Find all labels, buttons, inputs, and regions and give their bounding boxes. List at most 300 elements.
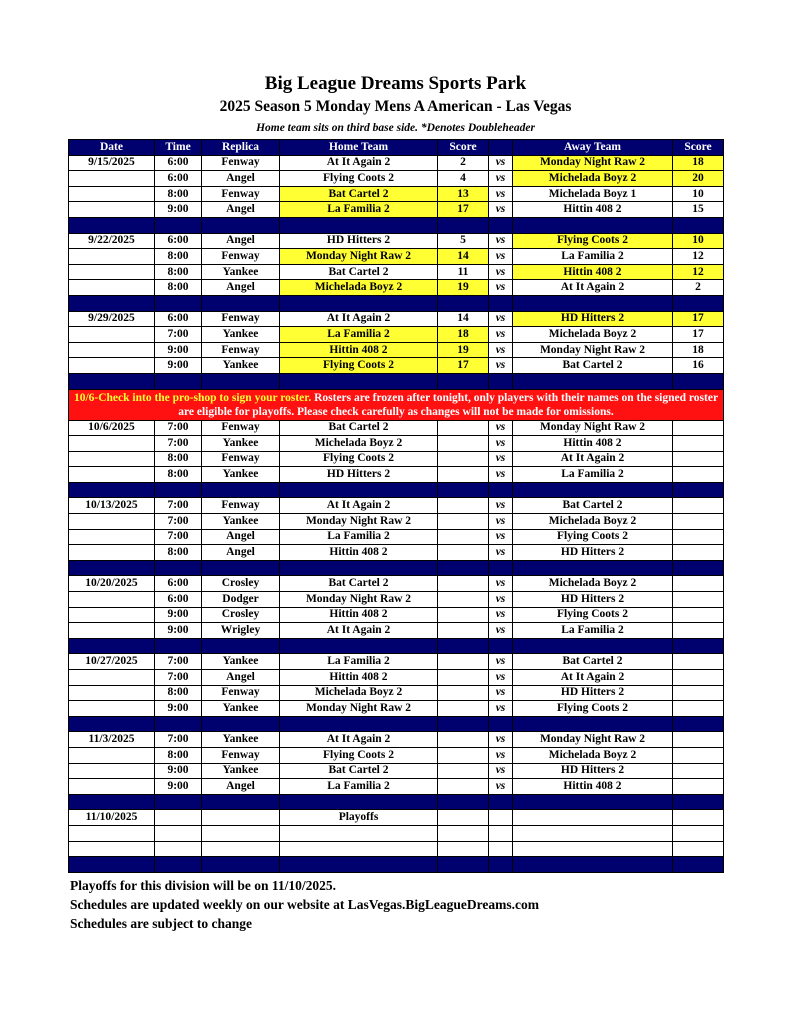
- away-score-cell: [673, 529, 724, 545]
- home-team-cell: Bat Cartel 2: [280, 420, 438, 436]
- vs-cell: vs: [489, 732, 513, 748]
- away-team-cell: HD Hitters 2: [513, 311, 673, 327]
- time-cell: 6:00: [155, 592, 202, 608]
- separator-cell: [155, 716, 202, 732]
- home-team-cell: Monday Night Raw 2: [280, 592, 438, 608]
- away-score-cell: [673, 685, 724, 701]
- time-cell: 9:00: [155, 607, 202, 623]
- away-score-cell: [673, 701, 724, 717]
- separator-cell: [202, 560, 280, 576]
- home-team-cell: La Familia 2: [280, 202, 438, 218]
- table-row: [69, 249, 724, 265]
- week-separator-row: [69, 716, 724, 732]
- away-team-cell: Hittin 408 2: [513, 202, 673, 218]
- separator-cell: [673, 560, 724, 576]
- away-score-cell: [673, 623, 724, 639]
- separator-cell: [202, 373, 280, 389]
- replica-cell: Crosley: [202, 607, 280, 623]
- vs-cell: vs: [489, 623, 513, 639]
- separator-cell: [202, 217, 280, 233]
- separator-cell: [438, 295, 489, 311]
- separator-cell: [69, 857, 155, 873]
- date-cell: [69, 436, 155, 452]
- away-score-cell: [673, 747, 724, 763]
- home-team-cell: Bat Cartel 2: [280, 576, 438, 592]
- separator-cell: [489, 482, 513, 498]
- date-cell: [69, 825, 155, 841]
- date-cell: [69, 685, 155, 701]
- vs-cell: vs: [489, 171, 513, 187]
- away-score-cell: [673, 763, 724, 779]
- time-cell: 8:00: [155, 280, 202, 296]
- replica-cell: Angel: [202, 779, 280, 795]
- replica-cell: Yankee: [202, 327, 280, 343]
- table-row: [69, 358, 724, 374]
- date-cell: [69, 186, 155, 202]
- vs-cell: vs: [489, 654, 513, 670]
- home-score-cell: 17: [438, 202, 489, 218]
- home-team-cell: At It Again 2: [280, 623, 438, 639]
- replica-cell: Fenway: [202, 498, 280, 514]
- replica-cell: [202, 810, 280, 826]
- home-team-cell: Playoffs: [280, 810, 438, 826]
- table-row: [69, 825, 724, 841]
- separator-cell: [202, 716, 280, 732]
- time-cell: 6:00: [155, 155, 202, 171]
- table-row: [69, 155, 724, 171]
- roster-notice-highlight: 10/6-Check into the pro-shop to sign your roster.: [73, 391, 312, 404]
- away-team-cell: [513, 810, 673, 826]
- away-score-cell: [673, 592, 724, 608]
- column-header-home-team: Home Team: [280, 140, 438, 156]
- table-row: [69, 779, 724, 795]
- time-cell: 7:00: [155, 327, 202, 343]
- home-team-cell: Hittin 408 2: [280, 670, 438, 686]
- separator-cell: [280, 482, 438, 498]
- replica-cell: Yankee: [202, 732, 280, 748]
- table-row: [69, 327, 724, 343]
- table-row: [69, 171, 724, 187]
- away-team-cell: [513, 825, 673, 841]
- away-score-cell: [673, 467, 724, 483]
- separator-cell: [202, 857, 280, 873]
- home-score-cell: 19: [438, 342, 489, 358]
- separator-cell: [280, 217, 438, 233]
- separator-cell: [673, 482, 724, 498]
- replica-cell: Yankee: [202, 358, 280, 374]
- schedule-table: [68, 139, 724, 873]
- date-cell: 9/22/2025: [69, 233, 155, 249]
- time-cell: [155, 810, 202, 826]
- time-cell: 7:00: [155, 514, 202, 530]
- table-row: [69, 576, 724, 592]
- separator-cell: [280, 794, 438, 810]
- vs-cell: vs: [489, 249, 513, 265]
- away-score-cell: 15: [673, 202, 724, 218]
- separator-cell: [69, 560, 155, 576]
- date-cell: 9/29/2025: [69, 311, 155, 327]
- date-cell: [69, 327, 155, 343]
- home-score-cell: [438, 825, 489, 841]
- home-score-cell: [438, 763, 489, 779]
- away-team-cell: HD Hitters 2: [513, 545, 673, 561]
- time-cell: 7:00: [155, 670, 202, 686]
- away-team-cell: Hittin 408 2: [513, 779, 673, 795]
- date-cell: [69, 529, 155, 545]
- replica-cell: Angel: [202, 202, 280, 218]
- replica-cell: Fenway: [202, 420, 280, 436]
- time-cell: 7:00: [155, 732, 202, 748]
- table-row: [69, 529, 724, 545]
- table-row: [69, 202, 724, 218]
- home-score-cell: [438, 701, 489, 717]
- vs-cell: vs: [489, 311, 513, 327]
- separator-cell: [489, 794, 513, 810]
- home-score-cell: [438, 654, 489, 670]
- week-separator-row: [69, 857, 724, 873]
- week-separator-row: [69, 794, 724, 810]
- home-team-cell: Michelada Boyz 2: [280, 685, 438, 701]
- vs-cell: vs: [489, 155, 513, 171]
- home-score-cell: [438, 732, 489, 748]
- home-team-note: Home team sits on third base side. *Denotes Doubleheader: [256, 122, 535, 134]
- table-row: [69, 186, 724, 202]
- date-cell: 10/27/2025: [69, 654, 155, 670]
- column-header-date: Date: [69, 140, 155, 156]
- vs-cell: vs: [489, 420, 513, 436]
- replica-cell: Yankee: [202, 701, 280, 717]
- home-score-cell: 18: [438, 327, 489, 343]
- away-score-cell: [673, 670, 724, 686]
- time-cell: 8:00: [155, 264, 202, 280]
- away-score-cell: 10: [673, 233, 724, 249]
- replica-cell: Yankee: [202, 763, 280, 779]
- time-cell: 7:00: [155, 529, 202, 545]
- replica-cell: Angel: [202, 171, 280, 187]
- replica-cell: Yankee: [202, 264, 280, 280]
- separator-cell: [438, 560, 489, 576]
- home-score-cell: [438, 607, 489, 623]
- replica-cell: Angel: [202, 233, 280, 249]
- table-row: [69, 747, 724, 763]
- roster-notice: [69, 389, 724, 420]
- separator-cell: [438, 794, 489, 810]
- separator-cell: [513, 638, 673, 654]
- home-team-cell: Michelada Boyz 2: [280, 436, 438, 452]
- week-separator-row: [69, 482, 724, 498]
- away-score-cell: 17: [673, 327, 724, 343]
- table-row: [69, 342, 724, 358]
- time-cell: 8:00: [155, 186, 202, 202]
- home-team-cell: At It Again 2: [280, 732, 438, 748]
- table-row: [69, 670, 724, 686]
- separator-cell: [513, 295, 673, 311]
- home-team-cell: [280, 825, 438, 841]
- away-team-cell: At It Again 2: [513, 280, 673, 296]
- replica-cell: Angel: [202, 670, 280, 686]
- home-team-cell: La Familia 2: [280, 779, 438, 795]
- away-score-cell: 16: [673, 358, 724, 374]
- vs-cell: vs: [489, 342, 513, 358]
- replica-cell: Dodger: [202, 592, 280, 608]
- away-score-cell: 17: [673, 311, 724, 327]
- away-team-cell: At It Again 2: [513, 670, 673, 686]
- vs-cell: vs: [489, 186, 513, 202]
- vs-cell: vs: [489, 529, 513, 545]
- home-score-cell: [438, 514, 489, 530]
- table-row: [69, 592, 724, 608]
- vs-cell: vs: [489, 701, 513, 717]
- time-cell: 6:00: [155, 576, 202, 592]
- away-score-cell: 18: [673, 155, 724, 171]
- away-team-cell: La Familia 2: [513, 623, 673, 639]
- date-cell: [69, 701, 155, 717]
- home-score-cell: 17: [438, 358, 489, 374]
- week-separator-row: [69, 638, 724, 654]
- home-score-cell: 14: [438, 311, 489, 327]
- home-score-cell: [438, 498, 489, 514]
- time-cell: 8:00: [155, 249, 202, 265]
- date-cell: 10/6/2025: [69, 420, 155, 436]
- time-cell: 8:00: [155, 467, 202, 483]
- separator-cell: [155, 295, 202, 311]
- away-team-cell: Monday Night Raw 2: [513, 732, 673, 748]
- table-row: [69, 436, 724, 452]
- replica-cell: Yankee: [202, 436, 280, 452]
- away-score-cell: 18: [673, 342, 724, 358]
- away-team-cell: Michelada Boyz 2: [513, 514, 673, 530]
- away-team-cell: Flying Coots 2: [513, 701, 673, 717]
- separator-cell: [69, 794, 155, 810]
- separator-cell: [155, 373, 202, 389]
- separator-cell: [673, 295, 724, 311]
- replica-cell: Fenway: [202, 249, 280, 265]
- date-cell: [69, 514, 155, 530]
- away-team-cell: La Familia 2: [513, 467, 673, 483]
- vs-cell: vs: [489, 545, 513, 561]
- away-team-cell: Flying Coots 2: [513, 233, 673, 249]
- table-row: [69, 732, 724, 748]
- time-cell: 9:00: [155, 202, 202, 218]
- home-team-cell: [280, 841, 438, 857]
- week-separator-row: [69, 217, 724, 233]
- vs-cell: [489, 810, 513, 826]
- home-team-cell: Bat Cartel 2: [280, 186, 438, 202]
- vs-cell: vs: [489, 233, 513, 249]
- time-cell: 9:00: [155, 358, 202, 374]
- away-team-cell: Flying Coots 2: [513, 529, 673, 545]
- home-score-cell: [438, 779, 489, 795]
- column-header-away-team: Away Team: [513, 140, 673, 156]
- home-team-cell: Hittin 408 2: [280, 342, 438, 358]
- footer-change-line: Schedules are subject to change: [70, 916, 252, 931]
- separator-cell: [155, 482, 202, 498]
- separator-cell: [155, 794, 202, 810]
- separator-cell: [202, 482, 280, 498]
- away-score-cell: [673, 576, 724, 592]
- home-score-cell: [438, 451, 489, 467]
- home-score-cell: [438, 841, 489, 857]
- separator-cell: [438, 638, 489, 654]
- home-team-cell: Flying Coots 2: [280, 451, 438, 467]
- home-team-cell: La Familia 2: [280, 529, 438, 545]
- home-score-cell: [438, 436, 489, 452]
- date-cell: [69, 342, 155, 358]
- away-score-cell: [673, 436, 724, 452]
- home-team-cell: Flying Coots 2: [280, 747, 438, 763]
- time-cell: 8:00: [155, 545, 202, 561]
- away-team-cell: Monday Night Raw 2: [513, 420, 673, 436]
- separator-cell: [438, 373, 489, 389]
- page-title: Big League Dreams Sports Park: [264, 73, 527, 94]
- separator-cell: [155, 217, 202, 233]
- time-cell: 7:00: [155, 436, 202, 452]
- separator-cell: [513, 794, 673, 810]
- away-score-cell: [673, 607, 724, 623]
- time-cell: 6:00: [155, 233, 202, 249]
- table-row: [69, 467, 724, 483]
- table-row: [69, 498, 724, 514]
- separator-cell: [673, 217, 724, 233]
- replica-cell: Fenway: [202, 747, 280, 763]
- separator-cell: [69, 217, 155, 233]
- away-score-cell: [673, 420, 724, 436]
- home-team-cell: Monday Night Raw 2: [280, 249, 438, 265]
- date-cell: [69, 451, 155, 467]
- home-score-cell: 4: [438, 171, 489, 187]
- separator-cell: [673, 638, 724, 654]
- table-row: [69, 264, 724, 280]
- home-team-cell: La Familia 2: [280, 654, 438, 670]
- table-row: [69, 654, 724, 670]
- vs-cell: vs: [489, 514, 513, 530]
- away-team-cell: Hittin 408 2: [513, 436, 673, 452]
- separator-cell: [673, 794, 724, 810]
- home-score-cell: 19: [438, 280, 489, 296]
- away-team-cell: HD Hitters 2: [513, 685, 673, 701]
- home-score-cell: 13: [438, 186, 489, 202]
- separator-cell: [489, 638, 513, 654]
- time-cell: 7:00: [155, 498, 202, 514]
- vs-cell: vs: [489, 670, 513, 686]
- date-cell: [69, 249, 155, 265]
- date-cell: [69, 670, 155, 686]
- separator-cell: [280, 638, 438, 654]
- vs-cell: vs: [489, 280, 513, 296]
- home-score-cell: 5: [438, 233, 489, 249]
- vs-cell: vs: [489, 498, 513, 514]
- home-score-cell: [438, 670, 489, 686]
- replica-cell: Wrigley: [202, 623, 280, 639]
- table-row: [69, 451, 724, 467]
- date-cell: [69, 280, 155, 296]
- time-cell: 8:00: [155, 451, 202, 467]
- replica-cell: [202, 825, 280, 841]
- home-score-cell: [438, 623, 489, 639]
- away-score-cell: [673, 779, 724, 795]
- home-score-cell: [438, 420, 489, 436]
- separator-cell: [513, 373, 673, 389]
- table-row: [69, 810, 724, 826]
- date-cell: [69, 607, 155, 623]
- time-cell: 7:00: [155, 654, 202, 670]
- away-team-cell: Michelada Boyz 1: [513, 186, 673, 202]
- vs-cell: vs: [489, 202, 513, 218]
- date-cell: [69, 545, 155, 561]
- away-team-cell: Monday Night Raw 2: [513, 342, 673, 358]
- home-team-cell: Michelada Boyz 2: [280, 280, 438, 296]
- time-cell: [155, 841, 202, 857]
- column-header-away-score: Score: [673, 140, 724, 156]
- separator-cell: [438, 857, 489, 873]
- vs-cell: vs: [489, 436, 513, 452]
- replica-cell: Fenway: [202, 155, 280, 171]
- separator-cell: [489, 560, 513, 576]
- away-team-cell: Bat Cartel 2: [513, 498, 673, 514]
- away-score-cell: 10: [673, 186, 724, 202]
- date-cell: 10/13/2025: [69, 498, 155, 514]
- home-team-cell: Flying Coots 2: [280, 171, 438, 187]
- home-score-cell: [438, 810, 489, 826]
- replica-cell: Yankee: [202, 467, 280, 483]
- separator-cell: [513, 217, 673, 233]
- away-team-cell: Michelada Boyz 2: [513, 327, 673, 343]
- vs-cell: [489, 825, 513, 841]
- away-team-cell: Monday Night Raw 2: [513, 155, 673, 171]
- away-team-cell: HD Hitters 2: [513, 592, 673, 608]
- home-score-cell: 2: [438, 155, 489, 171]
- date-cell: [69, 171, 155, 187]
- vs-cell: vs: [489, 747, 513, 763]
- home-team-cell: La Familia 2: [280, 327, 438, 343]
- table-row: [69, 841, 724, 857]
- date-cell: 11/3/2025: [69, 732, 155, 748]
- time-cell: 8:00: [155, 685, 202, 701]
- vs-cell: vs: [489, 576, 513, 592]
- time-cell: 9:00: [155, 701, 202, 717]
- date-cell: 11/10/2025: [69, 810, 155, 826]
- separator-cell: [280, 295, 438, 311]
- separator-cell: [69, 373, 155, 389]
- week-separator-row: [69, 560, 724, 576]
- roster-notice-text: Rosters are frozen after tonight, only players with their names on the signed roster are eligible for playoffs. Please check carefully as changes will not be made for omissions.: [178, 391, 719, 418]
- separator-cell: [513, 857, 673, 873]
- separator-cell: [69, 295, 155, 311]
- separator-cell: [438, 482, 489, 498]
- away-team-cell: Bat Cartel 2: [513, 358, 673, 374]
- replica-cell: Fenway: [202, 451, 280, 467]
- vs-cell: vs: [489, 685, 513, 701]
- separator-cell: [513, 560, 673, 576]
- date-cell: [69, 623, 155, 639]
- away-team-cell: At It Again 2: [513, 451, 673, 467]
- time-cell: 6:00: [155, 171, 202, 187]
- away-score-cell: [673, 514, 724, 530]
- table-row: [69, 514, 724, 530]
- separator-cell: [69, 638, 155, 654]
- table-row: [69, 623, 724, 639]
- table-row: [69, 233, 724, 249]
- separator-cell: [489, 716, 513, 732]
- replica-cell: Angel: [202, 545, 280, 561]
- separator-cell: [673, 857, 724, 873]
- away-team-cell: Hittin 408 2: [513, 264, 673, 280]
- page-subtitle: 2025 Season 5 Monday Mens A American - Las Vegas: [219, 98, 572, 115]
- table-row: [69, 763, 724, 779]
- column-header-replica: Replica: [202, 140, 280, 156]
- vs-cell: vs: [489, 763, 513, 779]
- home-team-cell: Bat Cartel 2: [280, 763, 438, 779]
